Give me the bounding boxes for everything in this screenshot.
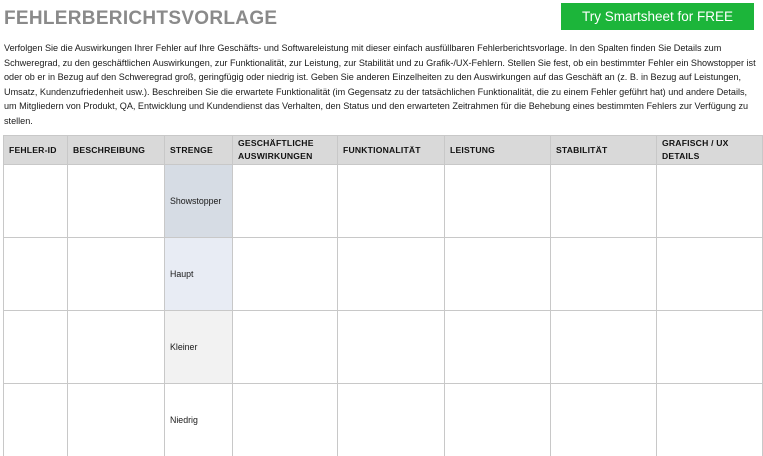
bug-id-cell[interactable]	[4, 165, 68, 238]
severity-cell[interactable]: Haupt	[165, 238, 233, 311]
functionality-cell[interactable]	[338, 384, 445, 456]
bug-id-cell[interactable]	[4, 384, 68, 456]
functionality-cell[interactable]	[338, 165, 445, 238]
graphic-ux-cell[interactable]	[657, 384, 763, 456]
table-row	[4, 311, 763, 384]
functionality-cell[interactable]	[338, 311, 445, 384]
severity-cell[interactable]: Niedrig	[165, 384, 233, 456]
performance-cell[interactable]	[445, 238, 551, 311]
page-title: FEHLERBERICHTSVORLAGE	[4, 8, 278, 29]
column-header-description: BESCHREIBUNG	[68, 136, 165, 165]
column-header-graphic-ux: GRAFISCH / UX DETAILS	[657, 136, 763, 165]
intro-paragraph: Verfolgen Sie die Auswirkungen Ihrer Fehler auf Ihre Geschäfts- und Softwareleistung mit dieser einfach ausfüllbaren Fehlerberichtsvorlage. In den Spalten finden Sie Details zum Schweregrad, zu den geschäftlichen Auswirkungen, zur Funktionalität, zur Leistung, zur Stabilität und zu Grafik-/UX-Fehlern. Stellen Sie fest, ob ein bestimmter Fehler ein Showstopper ist oder ob er in Bezug auf den Schweregrad groß, geringfügig oder niedrig ist. Geben Sie anderen Einzelheiten zu den Auswirkungen auf das Geschäft an (z. B. in Bezug auf Leistungen, Umsatz, Kundenzufriedenheit usw.). Beschreiben Sie die erwartete Funktionalität (im Gegensatz zu der tatsächlichen Funktionalität, die zu einem Fehler geführt hat) und andere Details, um Mitgliedern von Produkt, QA, Entwicklung und Kundendienst das Verhalten, den Status und den erwarteten Zeitrahmen für die Behebung eines bestimmten Fehlers zur Verfügung zu stellen.	[4, 43, 756, 126]
column-header-severity: STRENGE	[165, 136, 233, 165]
severity-cell[interactable]: Kleiner	[165, 311, 233, 384]
performance-cell[interactable]	[445, 165, 551, 238]
bug-id-cell[interactable]	[4, 238, 68, 311]
severity-cell[interactable]: Showstopper	[165, 165, 233, 238]
table-row	[4, 384, 763, 456]
business-impact-cell[interactable]	[233, 384, 338, 456]
stability-cell[interactable]	[551, 311, 657, 384]
description-cell[interactable]	[68, 238, 165, 311]
business-impact-cell[interactable]	[233, 165, 338, 238]
graphic-ux-cell[interactable]	[657, 311, 763, 384]
graphic-ux-cell[interactable]	[657, 238, 763, 311]
column-header-business-impact: GESCHÄFTLICHE AUSWIRKUNGEN	[233, 136, 338, 165]
business-impact-cell[interactable]	[233, 238, 338, 311]
table-row	[4, 165, 763, 238]
description-cell[interactable]	[68, 311, 165, 384]
bug-report-table	[3, 135, 763, 456]
stability-cell[interactable]	[551, 238, 657, 311]
column-header-functionality: FUNKTIONALITÄT	[338, 136, 445, 165]
business-impact-cell[interactable]	[233, 311, 338, 384]
stability-cell[interactable]	[551, 165, 657, 238]
stability-cell[interactable]	[551, 384, 657, 456]
column-header-performance: LEISTUNG	[445, 136, 551, 165]
functionality-cell[interactable]	[338, 238, 445, 311]
description-cell[interactable]	[68, 165, 165, 238]
table-row	[4, 238, 763, 311]
try-smartsheet-button[interactable]: Try Smartsheet for FREE	[561, 3, 754, 30]
bug-id-cell[interactable]	[4, 311, 68, 384]
graphic-ux-cell[interactable]	[657, 165, 763, 238]
table-header-row	[4, 136, 763, 165]
performance-cell[interactable]	[445, 311, 551, 384]
description-cell[interactable]	[68, 384, 165, 456]
performance-cell[interactable]	[445, 384, 551, 456]
column-header-stability: STABILITÄT	[551, 136, 657, 165]
column-header-bug-id: FEHLER-ID	[4, 136, 68, 165]
